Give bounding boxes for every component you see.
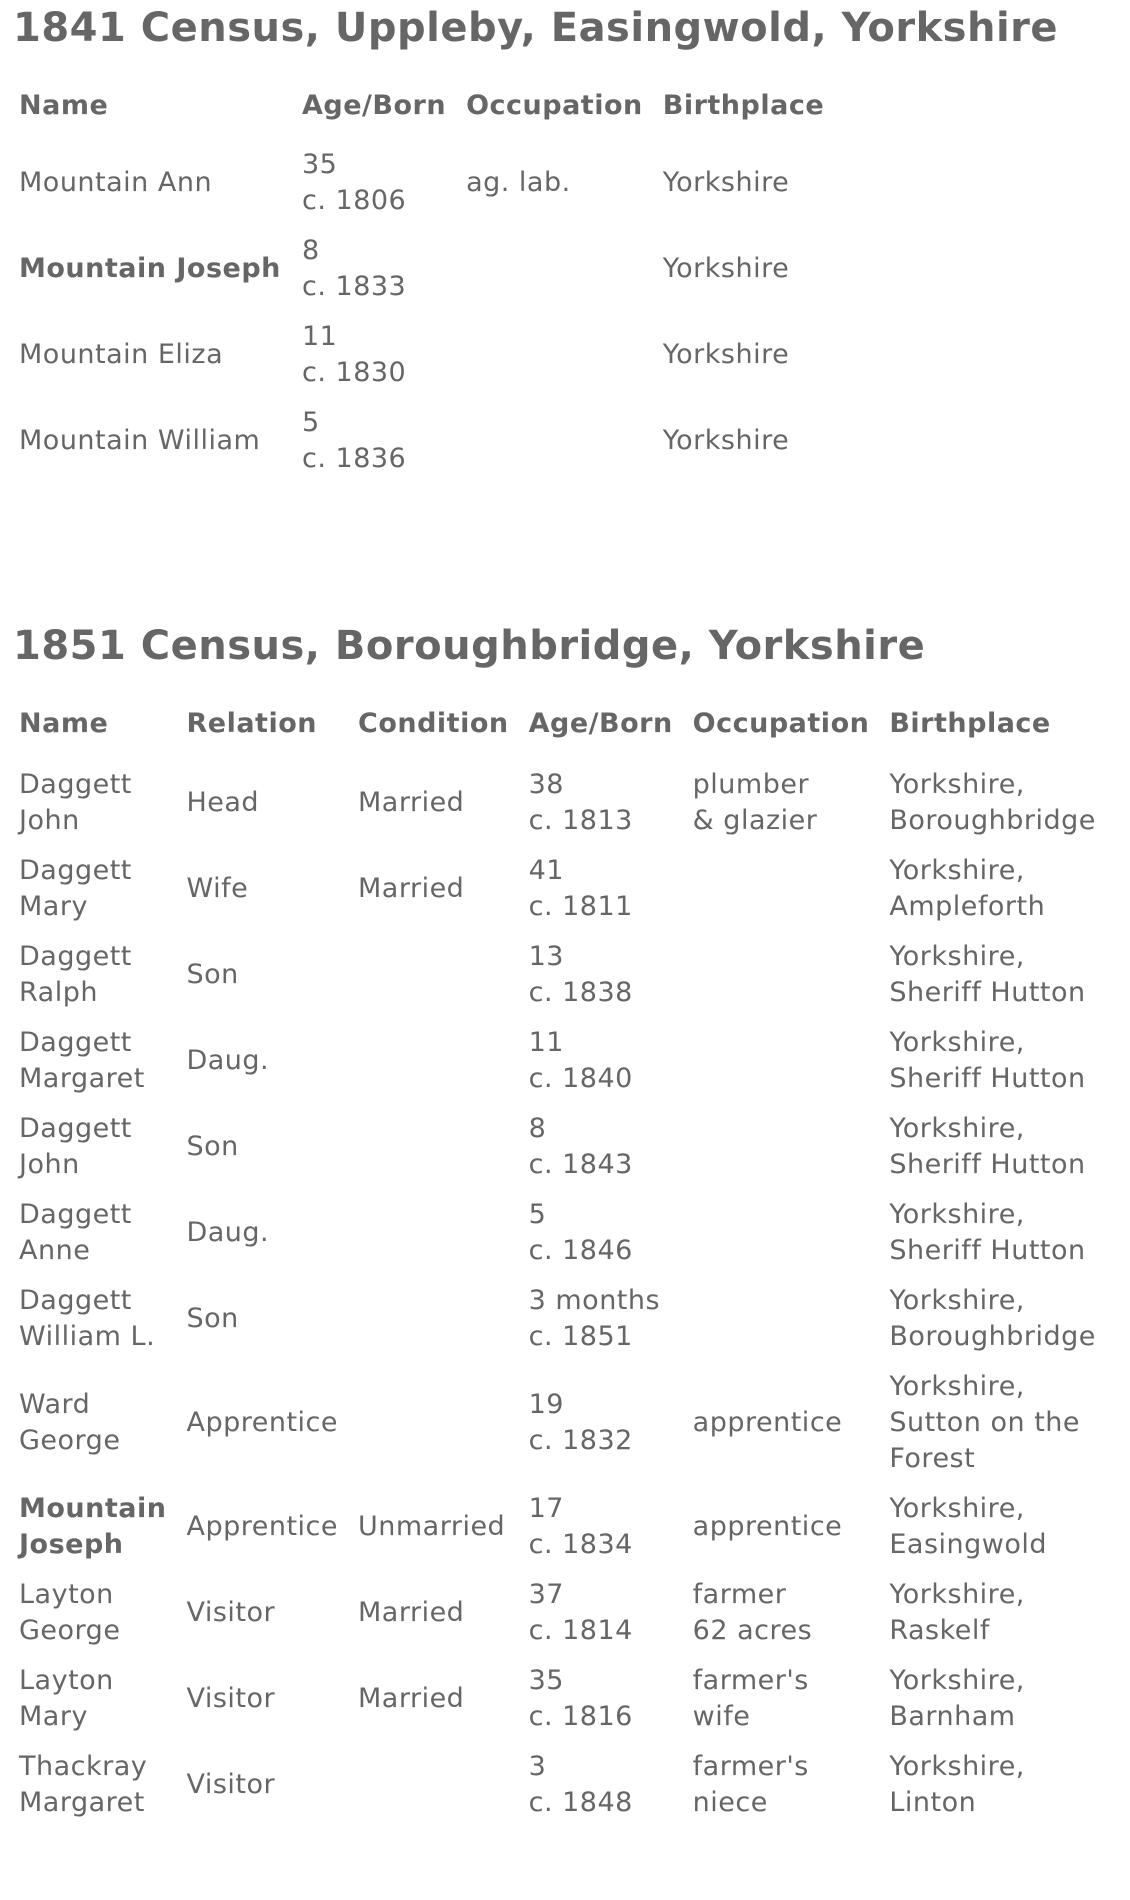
age-value: 3 months (528, 1285, 661, 1316)
age-value: 37 (528, 1579, 564, 1610)
occupation-cell (683, 1742, 880, 1828)
relation-cell: Wife (186, 873, 249, 904)
column-header-age-born: Age/Born (528, 708, 673, 739)
birthplace-line: Yorkshire, (889, 855, 1025, 886)
age-born-cell (519, 846, 683, 932)
table-row (9, 1484, 1130, 1570)
name-line: Daggett (19, 1285, 132, 1316)
name-line: Daggett (19, 1027, 132, 1058)
table-row (9, 1362, 1130, 1484)
occupation-cell (456, 312, 653, 398)
census-1841-title: 1841 Census, Uppleby, Easingwold, Yorkshire (13, 5, 1059, 51)
name-cell (9, 1570, 176, 1656)
born-value: c. 1843 (528, 1149, 633, 1180)
relation-cell: Apprentice (186, 1407, 338, 1438)
birthplace-cell: Yorkshire (662, 425, 790, 456)
name-line: Daggett (19, 941, 132, 972)
name-line: Layton (19, 1579, 114, 1610)
birthplace-line: Yorkshire, (889, 1371, 1025, 1402)
name-line: John (19, 1149, 80, 1180)
condition-cell (348, 1018, 519, 1104)
birthplace-cell: Yorkshire (662, 339, 790, 370)
name-line: Mary (19, 891, 88, 922)
table-row (9, 1018, 1130, 1104)
condition-cell (348, 1104, 519, 1190)
age-value: 11 (302, 321, 338, 352)
born-value: c. 1830 (302, 357, 407, 388)
census-1841-table (9, 78, 873, 484)
census-1851-table (9, 696, 1130, 1828)
birthplace-line: Boroughbridge (889, 805, 1096, 836)
birthplace-cell: Yorkshire (662, 167, 790, 198)
birthplace-line: Easingwold (889, 1529, 1048, 1560)
column-header-birthplace: Birthplace (662, 90, 825, 121)
age-value: 19 (528, 1389, 564, 1420)
relation-cell: Daug. (186, 1217, 270, 1248)
born-value: c. 1813 (528, 805, 633, 836)
occupation-line: apprentice (692, 1407, 843, 1438)
relation-cell: Son (186, 1303, 239, 1334)
age-born-cell (519, 1484, 683, 1570)
condition-cell (348, 932, 519, 1018)
age-value: 5 (528, 1199, 547, 1230)
age-born-cell (519, 1742, 683, 1828)
occupation-line: & glazier (692, 805, 818, 836)
age-born-cell (292, 312, 456, 398)
birthplace-line: Yorkshire, (889, 1493, 1025, 1524)
relation-cell: Visitor (186, 1683, 276, 1714)
occupation-line: farmer's (692, 1751, 809, 1782)
age-born-cell (292, 398, 456, 484)
born-value: c. 1834 (528, 1529, 633, 1560)
born-value: c. 1832 (528, 1425, 633, 1456)
occupation-cell (683, 1570, 880, 1656)
occupation-line: 62 acres (692, 1615, 813, 1646)
name-line: Layton (19, 1665, 114, 1696)
age-value: 35 (302, 149, 338, 180)
born-value: c. 1816 (528, 1701, 633, 1732)
column-header-occupation: Occupation (466, 90, 643, 121)
born-value: c. 1851 (528, 1321, 633, 1352)
name-cell (9, 1656, 176, 1742)
birthplace-cell (879, 932, 1130, 1018)
condition-cell: Married (358, 873, 465, 904)
column-header-birthplace: Birthplace (889, 708, 1051, 739)
age-value: 13 (528, 941, 564, 972)
name-cell (9, 1362, 176, 1484)
birthplace-cell (879, 1276, 1130, 1362)
condition-cell: Unmarried (358, 1511, 506, 1542)
relation-cell: Head (186, 787, 260, 818)
birthplace-cell: Yorkshire (662, 253, 790, 284)
table-header-row (9, 696, 1130, 760)
age-born-cell (292, 226, 456, 312)
name-cell (9, 1484, 176, 1570)
column-header-age-born: Age/Born (302, 90, 447, 121)
name-cell: Mountain William (19, 425, 261, 456)
birthplace-line: Yorkshire, (889, 941, 1025, 972)
birthplace-line: Yorkshire, (889, 1751, 1025, 1782)
born-value: c. 1846 (528, 1235, 633, 1266)
table-row (9, 1570, 1130, 1656)
born-value: c. 1806 (302, 185, 407, 216)
birthplace-cell (879, 1570, 1130, 1656)
age-born-cell (519, 1276, 683, 1362)
relation-cell: Visitor (186, 1597, 276, 1628)
birthplace-line: Forest (889, 1443, 976, 1474)
occupation-cell (456, 398, 653, 484)
born-value: c. 1848 (528, 1787, 633, 1818)
name-line: Ralph (19, 977, 98, 1008)
birthplace-line: Sutton on the (889, 1407, 1081, 1438)
condition-cell (348, 1742, 519, 1828)
condition-cell (348, 1276, 519, 1362)
name-line: Mountain (19, 1493, 167, 1524)
birthplace-cell (879, 1742, 1130, 1828)
relation-cell: Visitor (186, 1769, 276, 1800)
born-value: c. 1814 (528, 1615, 633, 1646)
condition-cell: Married (358, 1683, 465, 1714)
born-value: c. 1838 (528, 977, 633, 1008)
birthplace-line: Yorkshire, (889, 1199, 1025, 1230)
census-1851-rows (9, 760, 1130, 1828)
name-line: Thackray (19, 1751, 148, 1782)
name-line: John (19, 805, 80, 836)
occupation-cell (683, 1104, 880, 1190)
birthplace-cell (879, 1104, 1130, 1190)
name-line: Joseph (19, 1529, 124, 1560)
birthplace-line: Yorkshire, (889, 1113, 1025, 1144)
condition-cell (348, 1190, 519, 1276)
table-header-row (9, 78, 873, 140)
table-row (9, 1104, 1130, 1190)
occupation-cell: ag. lab. (466, 167, 571, 198)
occupation-line: plumber (692, 769, 810, 800)
column-header-name: Name (19, 90, 109, 121)
census-1841-section (0, 0, 1130, 484)
occupation-cell (683, 1656, 880, 1742)
census-1851-title: 1851 Census, Boroughbridge, Yorkshire (13, 623, 926, 669)
birthplace-cell (879, 1018, 1130, 1104)
table-row (9, 760, 1130, 846)
birthplace-line: Yorkshire, (889, 1579, 1025, 1610)
age-value: 5 (302, 407, 320, 438)
name-cell: Mountain Ann (19, 167, 213, 198)
age-born-cell (292, 140, 456, 226)
name-cell: Mountain Eliza (19, 339, 224, 370)
age-born-cell (519, 1018, 683, 1104)
name-line: William L. (19, 1321, 156, 1352)
table-row (9, 1276, 1130, 1362)
birthplace-line: Sheriff Hutton (889, 977, 1086, 1008)
name-line: Daggett (19, 769, 132, 800)
age-born-cell (519, 1104, 683, 1190)
name-line: George (19, 1425, 121, 1456)
age-value: 8 (528, 1113, 547, 1144)
born-value: c. 1833 (302, 271, 407, 302)
name-cell (9, 1104, 176, 1190)
occupation-line: apprentice (692, 1511, 843, 1542)
birthplace-line: Yorkshire, (889, 1285, 1025, 1316)
occupation-cell (683, 1362, 880, 1484)
name-line: Mary (19, 1701, 88, 1732)
age-born-cell (519, 932, 683, 1018)
age-value: 41 (528, 855, 564, 886)
relation-cell: Apprentice (186, 1511, 338, 1542)
relation-cell: Son (186, 1131, 239, 1162)
birthplace-line: Yorkshire, (889, 769, 1025, 800)
name-cell: Mountain Joseph (19, 253, 281, 284)
age-value: 8 (302, 235, 320, 266)
census-1841-rows (9, 140, 873, 484)
birthplace-line: Ampleforth (889, 891, 1046, 922)
occupation-cell (683, 1484, 880, 1570)
name-cell (9, 932, 176, 1018)
name-line: Margaret (19, 1787, 145, 1818)
column-header-name: Name (19, 708, 109, 739)
table-row (9, 1190, 1130, 1276)
table-row (9, 226, 873, 312)
condition-cell: Married (358, 787, 465, 818)
birthplace-cell (879, 846, 1130, 932)
born-value: c. 1836 (302, 443, 407, 474)
birthplace-line: Yorkshire, (889, 1665, 1025, 1696)
occupation-cell (683, 1018, 880, 1104)
name-line: Daggett (19, 1199, 132, 1230)
occupation-cell (683, 846, 880, 932)
census-1851-section (0, 618, 1130, 1828)
name-line: Daggett (19, 1113, 132, 1144)
birthplace-line: Yorkshire, (889, 1027, 1025, 1058)
name-line: Ward (19, 1389, 91, 1420)
birthplace-line: Sheriff Hutton (889, 1149, 1086, 1180)
column-header-occupation: Occupation (692, 708, 870, 739)
name-line: George (19, 1615, 121, 1646)
occupation-cell (683, 1190, 880, 1276)
condition-cell: Married (358, 1597, 465, 1628)
name-line: Anne (19, 1235, 91, 1266)
table-row (9, 312, 873, 398)
occupation-line: farmer's (692, 1665, 809, 1696)
table-row (9, 1656, 1130, 1742)
birthplace-line: Linton (889, 1787, 977, 1818)
relation-cell: Daug. (186, 1045, 270, 1076)
relation-cell: Son (186, 959, 239, 990)
occupation-line: wife (692, 1701, 751, 1732)
age-value: 17 (528, 1493, 564, 1524)
column-header-condition: Condition (358, 708, 509, 739)
occupation-line: niece (692, 1787, 768, 1818)
birthplace-line: Boroughbridge (889, 1321, 1096, 1352)
name-cell (9, 1276, 176, 1362)
table-row (9, 140, 873, 226)
name-cell (9, 760, 176, 846)
occupation-cell (683, 760, 880, 846)
age-born-cell (519, 1656, 683, 1742)
age-value: 35 (528, 1665, 564, 1696)
occupation-cell (456, 226, 653, 312)
birthplace-line: Raskelf (889, 1615, 990, 1646)
birthplace-cell (879, 1190, 1130, 1276)
birthplace-cell (879, 1656, 1130, 1742)
table-row (9, 398, 873, 484)
name-cell (9, 846, 176, 932)
age-born-cell (519, 1362, 683, 1484)
table-row (9, 846, 1130, 932)
born-value: c. 1811 (528, 891, 633, 922)
table-row (9, 932, 1130, 1018)
name-line: Margaret (19, 1063, 145, 1094)
name-cell (9, 1742, 176, 1828)
table-row (9, 1742, 1130, 1828)
birthplace-cell (879, 1362, 1130, 1484)
birthplace-cell (879, 760, 1130, 846)
name-line: Daggett (19, 855, 132, 886)
born-value: c. 1840 (528, 1063, 633, 1094)
occupation-cell (683, 932, 880, 1018)
condition-cell (348, 1362, 519, 1484)
birthplace-line: Sheriff Hutton (889, 1063, 1086, 1094)
birthplace-line: Sheriff Hutton (889, 1235, 1086, 1266)
age-value: 38 (528, 769, 564, 800)
occupation-line: farmer (692, 1579, 787, 1610)
age-born-cell (519, 760, 683, 846)
birthplace-line: Barnham (889, 1701, 1016, 1732)
occupation-cell (683, 1276, 880, 1362)
age-value: 3 (528, 1751, 547, 1782)
age-born-cell (519, 1570, 683, 1656)
age-born-cell (519, 1190, 683, 1276)
column-header-relation: Relation (186, 708, 317, 739)
name-cell (9, 1018, 176, 1104)
name-cell (9, 1190, 176, 1276)
birthplace-cell (879, 1484, 1130, 1570)
age-value: 11 (528, 1027, 564, 1058)
